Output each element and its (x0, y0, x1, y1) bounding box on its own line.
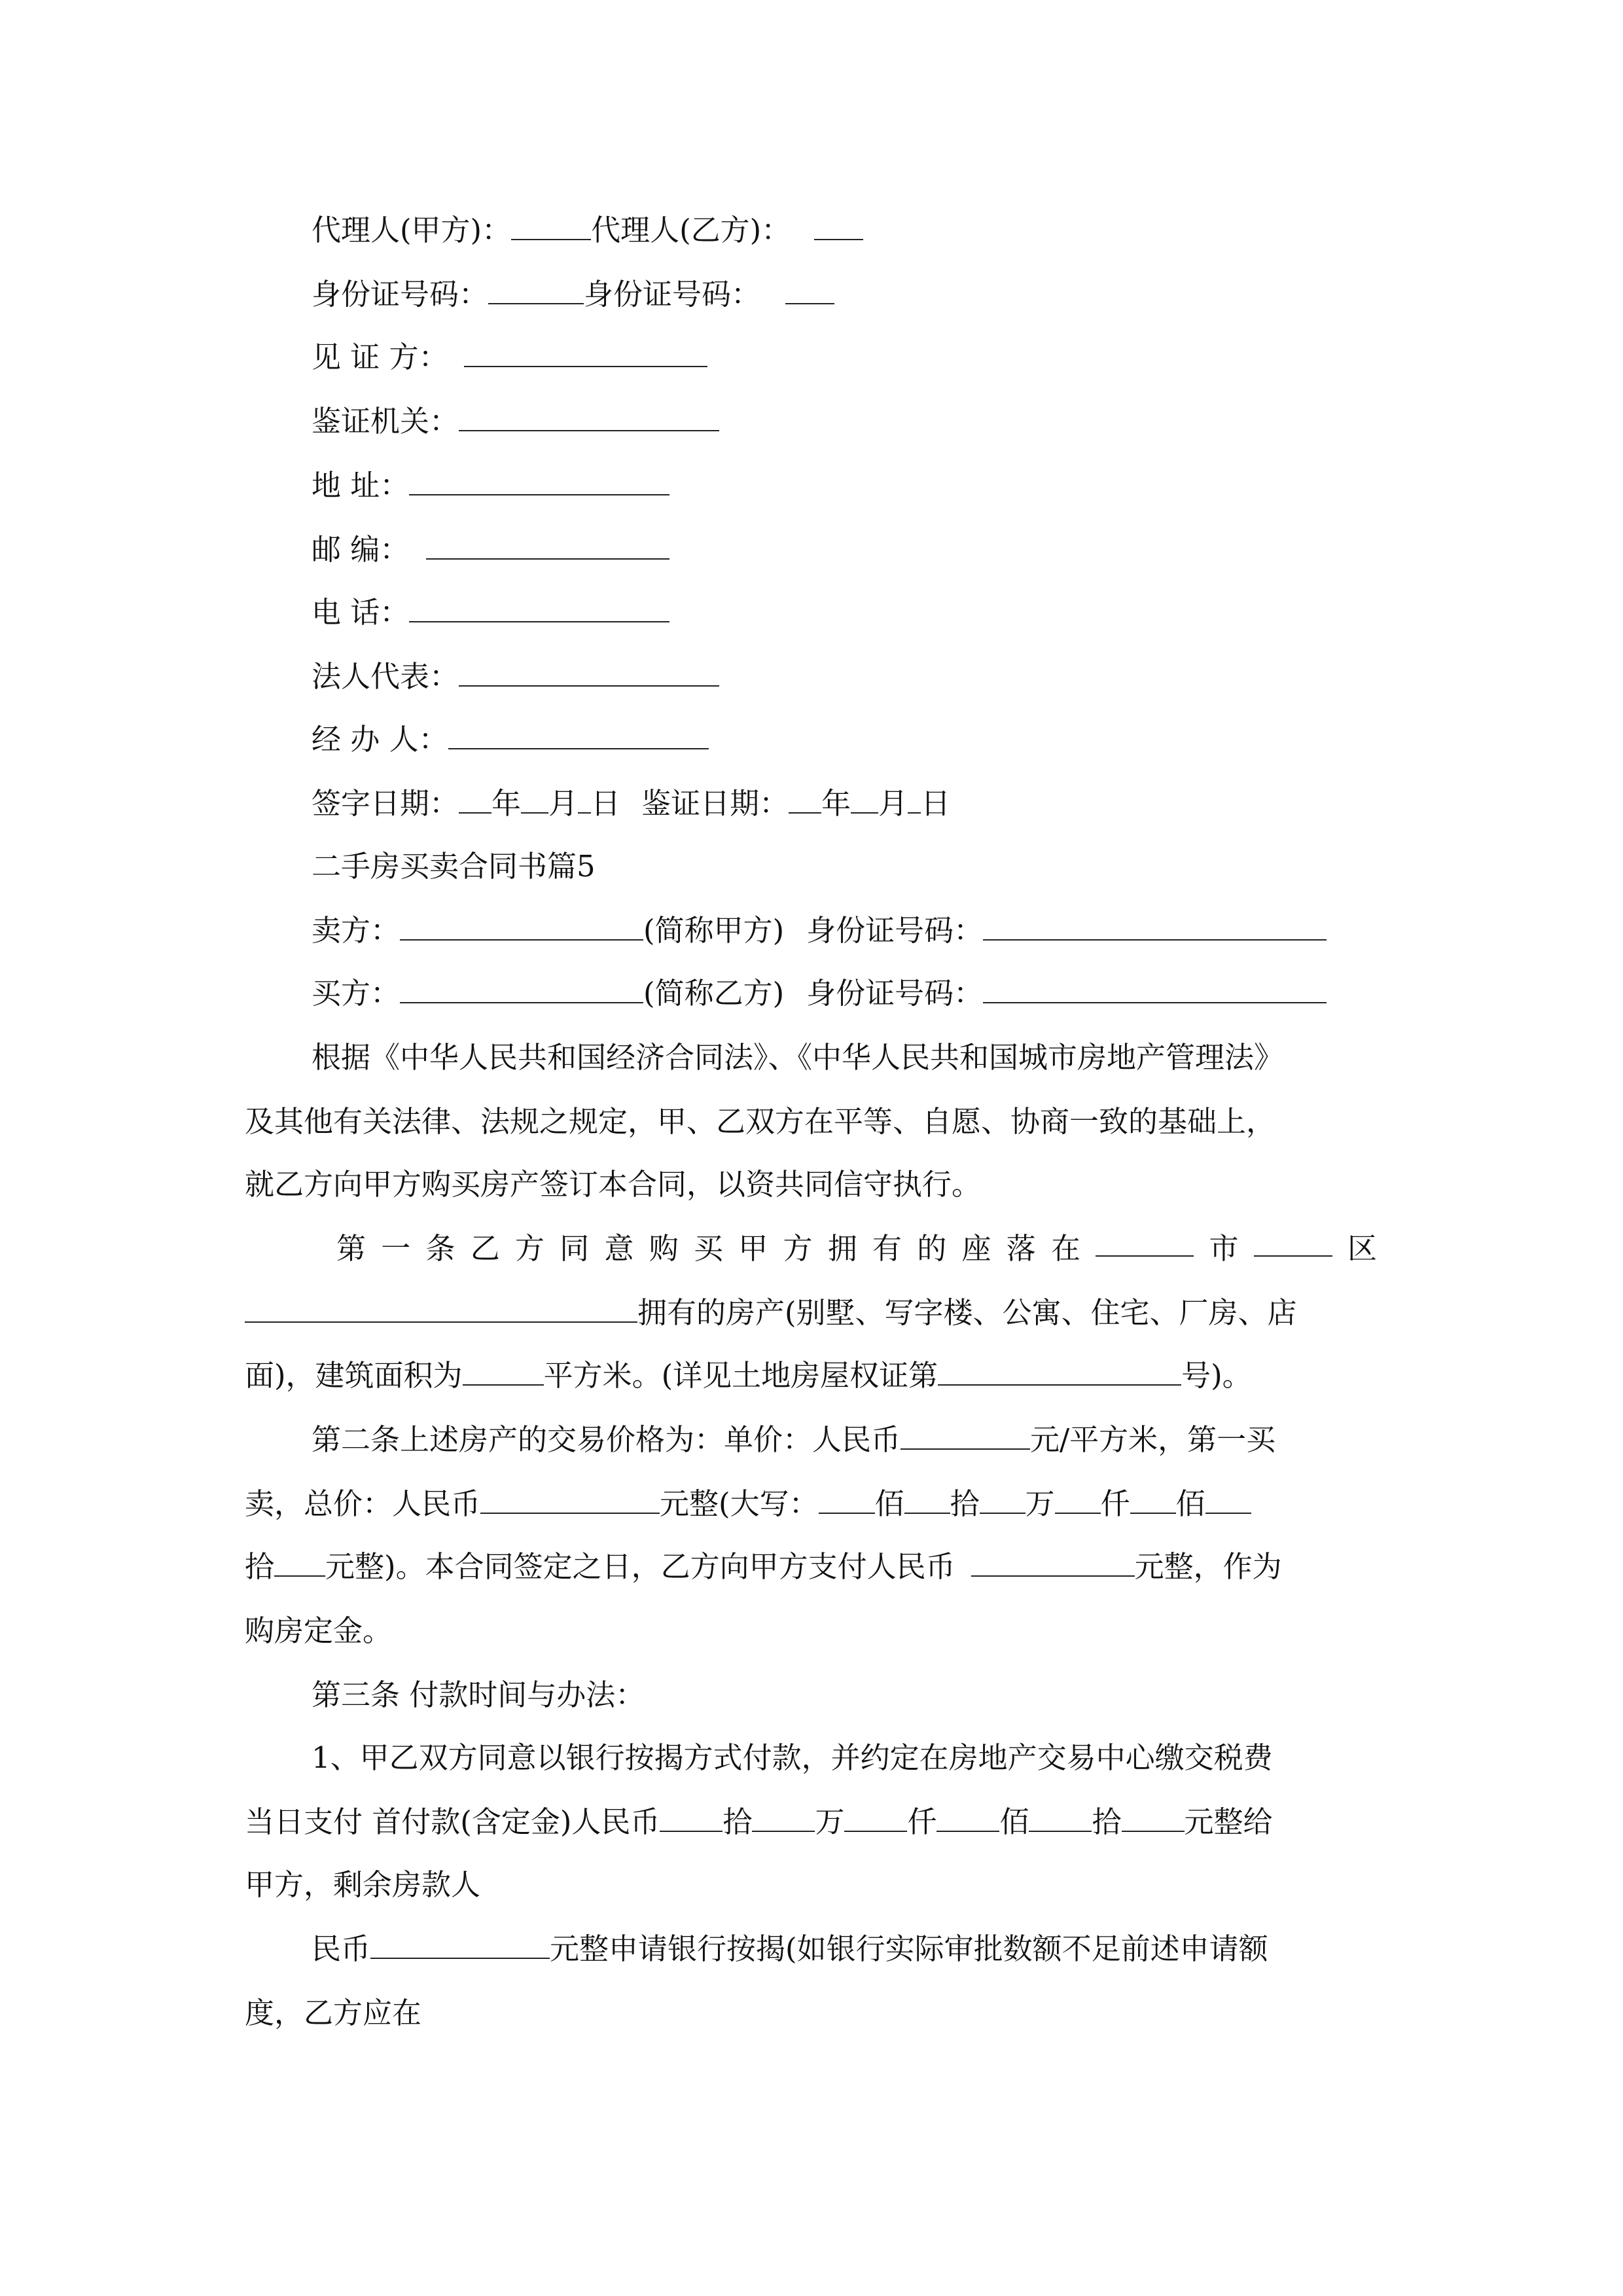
year-char: 年 (491, 786, 522, 821)
a3-down-payment-text: 当日支付 首付款(含定金)人民币 (245, 1804, 660, 1839)
a1-char: 座 (961, 1231, 991, 1266)
article-2-line-1 (312, 1420, 1275, 1460)
a3-wan-blank[interactable] (752, 1804, 815, 1832)
a1-char: 在 (1051, 1231, 1081, 1266)
postcode-label: 邮 编： (312, 532, 410, 567)
agent-b-blank[interactable] (814, 213, 863, 240)
agent-row (312, 211, 863, 250)
a3-bai-blank[interactable] (936, 1804, 999, 1832)
id-a-label: 身份证号码： (312, 277, 489, 312)
a1-char: 拥 (827, 1231, 857, 1266)
a2-unit-text: 元/平方米，第一买 (1030, 1422, 1276, 1457)
article-3-p1-line-1: 1、甲乙双方同意以银行按揭方式付款，并约定在房地产交易中心缴交税费 (312, 1740, 1273, 1775)
seller-name-blank[interactable] (400, 913, 643, 941)
a3-loan-blank[interactable] (370, 1931, 550, 1959)
seller-row (312, 911, 1327, 950)
a1-city-blank[interactable] (1096, 1229, 1194, 1257)
a2-words-text: 元整(大写： (660, 1486, 819, 1521)
unit-qian: 仟 (1100, 1486, 1130, 1521)
article-3-title: 第三条 付款时间与办法： (312, 1677, 645, 1712)
a1-line-2-text: 拥有的房产(别墅、写字楼、公寓、住宅、厂房、店 (637, 1295, 1297, 1330)
notary-month-blank[interactable] (851, 786, 878, 814)
a1-char: 第 (336, 1231, 366, 1266)
sign-month-blank[interactable] (521, 786, 548, 814)
unit-shi: 拾 (245, 1549, 275, 1584)
address-blank[interactable] (409, 468, 669, 495)
article-2-line-2 (245, 1484, 1251, 1524)
a1-char: 落 (1006, 1231, 1036, 1266)
year-char: 年 (821, 786, 851, 821)
a3-qian-blank[interactable] (844, 1804, 907, 1832)
notary-date-label: 鉴证日期： (641, 786, 789, 821)
agent-a-blank[interactable] (511, 213, 591, 240)
agent-b-label: 代理人(乙方)： (591, 213, 791, 247)
contract-title: 二手房买卖合同书篇5 (312, 849, 596, 884)
month-char: 月 (878, 786, 908, 821)
article-1-line-1 (336, 1229, 1377, 1268)
a1-char: 购 (649, 1231, 679, 1266)
witness-blank[interactable] (464, 340, 707, 367)
unit-bai: 佰 (874, 1486, 904, 1521)
month-char: 月 (548, 786, 579, 821)
notary-blank[interactable] (459, 404, 719, 431)
article-3-p2-line-2: 度，乙方应在 (245, 1996, 422, 2030)
legal-rep-row (312, 657, 719, 696)
article-3-p2-line-1 (312, 1929, 1268, 1969)
a2-shi-2-blank[interactable] (274, 1549, 325, 1577)
unit-qian: 仟 (907, 1804, 937, 1839)
unit-wan: 万 (1025, 1486, 1055, 1521)
sign-date-label: 签字日期： (312, 786, 459, 821)
buyer-id-blank[interactable] (983, 976, 1327, 1003)
a2-price-text: 第二条上述房产的交易价格为：单价：人民币 (312, 1422, 901, 1457)
witness-row (312, 338, 707, 377)
handler-blank[interactable] (448, 722, 709, 749)
intro-line-2: 及其他有关法律、法规之规定，甲、乙双方在平等、自愿、协商一致的基础上， (245, 1104, 1276, 1139)
a2-line-end-blank[interactable] (1205, 1486, 1251, 1514)
a1-char: 方 (515, 1231, 545, 1266)
intro-line-1: 根据《中华人民共和国经济合同法》、《中华人民共和国城市房地产管理法》 (312, 1040, 1284, 1075)
seller-short: (简称甲方) (643, 913, 785, 948)
notary-day-blank[interactable] (908, 786, 921, 814)
a2-wan-blank[interactable] (980, 1486, 1026, 1514)
a2-deposit-suffix: 元整，作为 (1134, 1549, 1282, 1584)
a2-deposit-blank[interactable] (971, 1549, 1135, 1577)
a3-loan-text: 元整申请银行按揭(如银行实际审批数额不足前述申请额 (550, 1931, 1268, 1966)
a1-char: 有 (872, 1231, 902, 1266)
a1-char: 条 (425, 1231, 455, 1266)
a2-unit-price-blank[interactable] (901, 1422, 1030, 1450)
a1-char: 同 (560, 1231, 590, 1266)
phone-blank[interactable] (409, 595, 669, 622)
id-b-label: 身份证号码： (584, 277, 761, 312)
handler-label: 经 办 人： (312, 722, 448, 757)
legal-rep-blank[interactable] (459, 659, 719, 687)
a1-area-text: 面)，建筑面积为 (245, 1358, 463, 1393)
buyer-label: 买方： (312, 976, 401, 1011)
notary-label: 鉴证机关： (312, 404, 459, 439)
a3-shi-blank[interactable] (1029, 1804, 1092, 1832)
postcode-blank[interactable] (426, 532, 669, 560)
a1-char: 乙 (470, 1231, 500, 1266)
a1-cert-suffix: 号)。 (1181, 1358, 1252, 1393)
handler-row (312, 720, 709, 759)
legal-rep-label: 法人代表： (312, 659, 459, 694)
phone-label: 电 话： (312, 595, 410, 630)
a3-yuan-blank[interactable] (1122, 1804, 1185, 1832)
a1-cert-blank[interactable] (938, 1358, 1181, 1386)
unit-shi: 拾 (1092, 1804, 1122, 1839)
a1-location-blank[interactable] (245, 1295, 637, 1323)
a3-yuan-suffix: 元整给 (1184, 1804, 1273, 1839)
a1-char: 一 (381, 1231, 411, 1266)
unit-shi: 拾 (722, 1804, 753, 1839)
a2-bai-2-blank[interactable] (1130, 1486, 1176, 1514)
id-a-blank[interactable] (488, 277, 584, 304)
seller-id-label: 身份证号码： (806, 913, 984, 948)
a2-shi-1-blank[interactable] (904, 1486, 950, 1514)
a1-city-char: 市 (1209, 1231, 1239, 1266)
date-row (312, 784, 950, 823)
unit-bai: 佰 (999, 1804, 1029, 1839)
a1-char: 甲 (738, 1231, 768, 1266)
id-b-blank[interactable] (785, 277, 834, 304)
a2-deposit-text: 元整)。本合同签定之日，乙方向甲方支付人民币 (325, 1549, 955, 1584)
seller-id-blank[interactable] (983, 913, 1327, 941)
agent-a-label: 代理人(甲方)： (312, 213, 512, 247)
notary-year-blank[interactable] (789, 786, 821, 814)
buyer-row (312, 974, 1327, 1013)
article-3-p1-line-3: 甲方，剩余房款人 (245, 1867, 481, 1902)
unit-shi: 拾 (950, 1486, 980, 1521)
article-1-line-3 (245, 1356, 1252, 1395)
sign-year-blank[interactable] (459, 786, 491, 814)
a2-total-blank[interactable] (480, 1486, 660, 1514)
intro-line-3: 就乙方向甲方购买房产签订本合同，以资共同信守执行。 (245, 1167, 982, 1202)
a1-char: 方 (783, 1231, 813, 1266)
sign-day-blank[interactable] (578, 786, 591, 814)
phone-row (312, 593, 669, 632)
a1-area-blank[interactable] (463, 1358, 544, 1386)
day-char: 日 (591, 786, 621, 821)
a1-district-blank[interactable] (1254, 1229, 1332, 1257)
a1-char: 意 (604, 1231, 634, 1266)
article-2-line-3 (245, 1547, 1282, 1587)
address-row (312, 466, 669, 505)
buyer-short: (简称乙方) (643, 976, 785, 1011)
a1-char: 的 (917, 1231, 947, 1266)
a2-qian-blank[interactable] (1055, 1486, 1101, 1514)
article-1-line-2 (245, 1293, 1297, 1333)
unit-bai: 佰 (1175, 1486, 1205, 1521)
a3-shi-wan-blank[interactable] (660, 1804, 722, 1832)
id-row (312, 275, 834, 314)
day-char: 日 (921, 786, 951, 821)
a1-cert-text: 平方米。(详见土地房屋权证第 (543, 1358, 938, 1393)
notary-row (312, 402, 719, 441)
a1-district-char: 区 (1347, 1231, 1377, 1266)
seller-label: 卖方： (312, 913, 401, 948)
buyer-name-blank[interactable] (400, 976, 643, 1003)
a2-total-text: 卖，总价：人民币 (245, 1486, 481, 1521)
a2-bai-1-blank[interactable] (819, 1486, 875, 1514)
a3-loan-prefix: 民币 (312, 1931, 371, 1966)
buyer-id-label: 身份证号码： (806, 976, 984, 1011)
article-2-line-4: 购房定金。 (245, 1613, 393, 1648)
witness-label: 见 证 方： (312, 340, 448, 374)
address-label: 地 址： (312, 468, 410, 503)
a1-char: 买 (694, 1231, 724, 1266)
postcode-row (312, 530, 669, 569)
article-3-p1-line-2 (245, 1803, 1273, 1842)
unit-wan: 万 (815, 1804, 845, 1839)
